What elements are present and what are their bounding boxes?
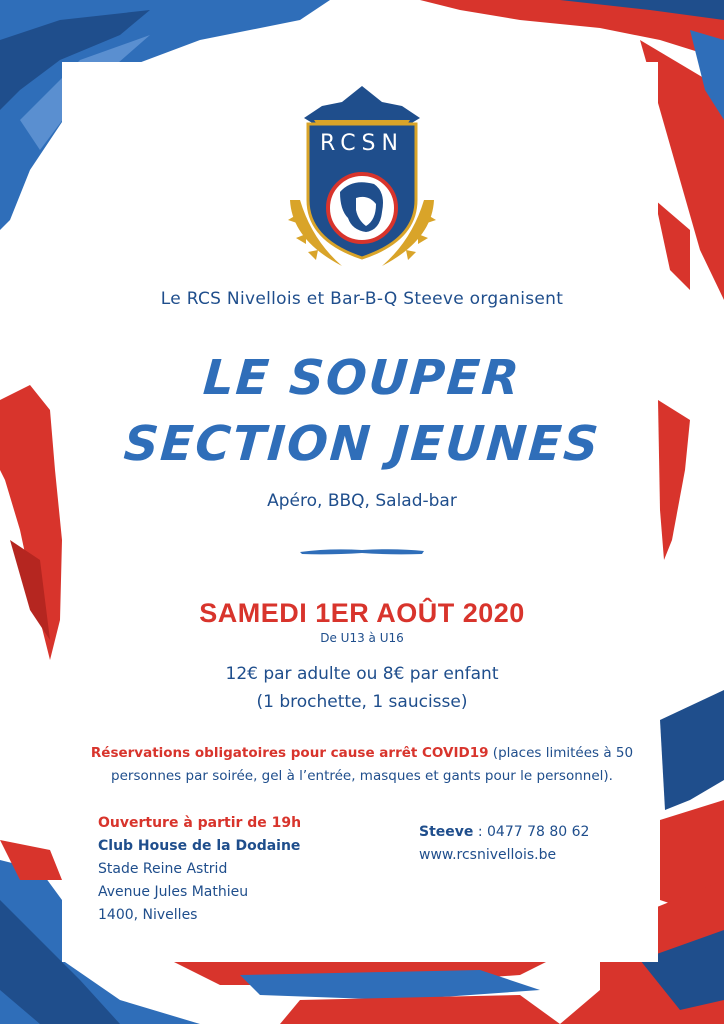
event-date: SAMEDI 1ER AOÛT 2020	[199, 598, 525, 628]
contact-name: Steeve	[419, 824, 474, 840]
contact-phone-line	[419, 821, 589, 844]
reservation-notice	[80, 742, 644, 788]
venue-address-line-3: 1400, Nivelles	[98, 907, 198, 923]
website-link[interactable]: www.rcsnivellois.be	[419, 847, 557, 863]
organisers-line: Le RCS Nivellois et Bar-B-Q Steeve organisent	[160, 289, 564, 309]
rcsn-club-crest-icon	[282, 80, 442, 276]
age-range: De U13 à U16	[320, 631, 404, 645]
opening-time: Ouverture à partir de 19h	[98, 815, 302, 831]
contact-phone: : 0477 78 80 62	[473, 824, 590, 840]
venue-address-line-2: Avenue Jules Mathieu	[98, 884, 249, 900]
menu-subtitle: Apéro, BBQ, Salad-bar	[267, 491, 457, 511]
svg-text:RCSN: RCSN	[320, 131, 404, 156]
price-details: (1 brochette, 1 saucisse)	[256, 692, 468, 712]
reservation-conditions: (places limitées à 50 personnes par soirée, gel à l’entrée, masques et gants pour le personnel).	[111, 745, 634, 784]
venue-address-line-1: Stade Reine Astrid	[98, 861, 228, 877]
brush-divider	[300, 548, 424, 555]
event-title-line-2: SECTION JEUNES	[122, 416, 602, 472]
venue-name: Club House de la Dodaine	[98, 838, 301, 854]
event-title-line-1: LE SOUPER	[201, 350, 523, 406]
contact-block	[419, 821, 589, 867]
price-line: 12€ par adulte ou 8€ par enfant	[225, 664, 499, 684]
reservation-required: Réservations obligatoires pour cause arrêt COVID19	[90, 745, 489, 761]
venue-block	[98, 812, 301, 927]
